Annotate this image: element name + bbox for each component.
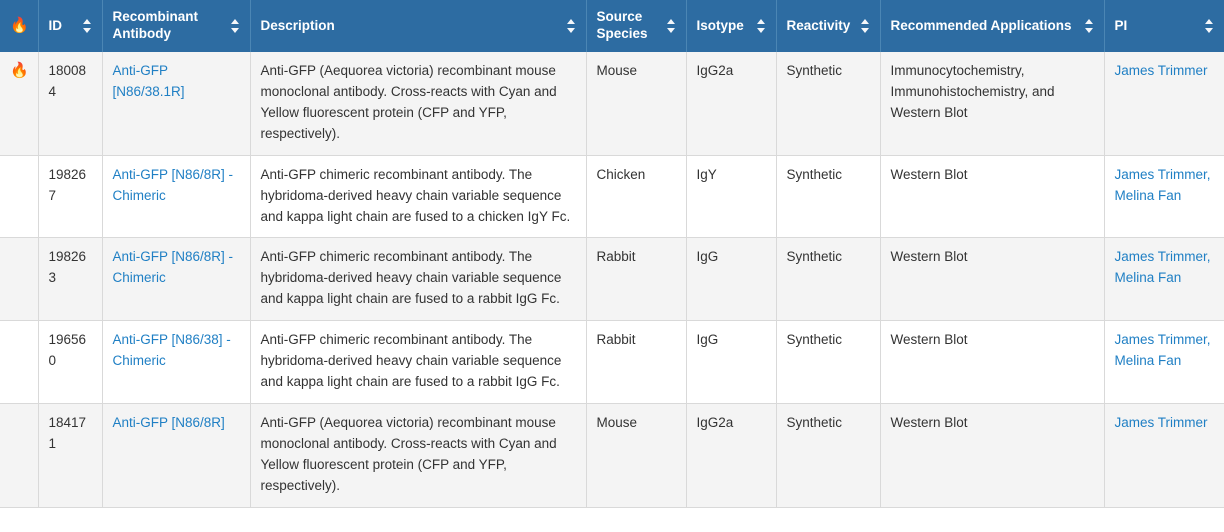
column-header-reactivity-label: Reactivity [786, 17, 851, 33]
sort-arrows-icon[interactable] [757, 19, 766, 33]
row-pi [1104, 403, 1224, 507]
sort-arrows-icon[interactable] [1085, 19, 1094, 33]
row-pi [1104, 238, 1224, 321]
pi-link[interactable]: James Trimmer, Melina Fan [1114, 249, 1211, 286]
antibody-link[interactable]: Anti-GFP [N86/8R] - Chimeric [112, 249, 234, 286]
row-antibody [102, 238, 250, 321]
row-applications: Immunocytochemistry, Immunohistochemistry, and Western Blot [880, 52, 1104, 155]
row-source-species: Mouse [586, 403, 686, 507]
column-header-pi-label: PI [1114, 17, 1128, 33]
row-reactivity: Synthetic [776, 321, 880, 404]
row-isotype: IgG2a [686, 52, 776, 155]
column-header-reactivity[interactable] [776, 0, 880, 52]
column-header-antibody[interactable] [102, 0, 250, 52]
row-pi [1104, 321, 1224, 404]
row-flame-cell [0, 52, 38, 155]
row-reactivity: Synthetic [776, 403, 880, 507]
column-header-description-label: Description [260, 17, 335, 33]
row-applications: Western Blot [880, 321, 1104, 404]
table-body [0, 52, 1224, 507]
column-header-source-species[interactable] [586, 0, 686, 52]
pi-link[interactable]: James Trimmer, Melina Fan [1114, 166, 1211, 203]
column-header-id-label: ID [48, 17, 62, 33]
row-id: 180084 [38, 52, 102, 155]
row-id: 198267 [38, 155, 102, 238]
row-reactivity: Synthetic [776, 238, 880, 321]
flame-icon: 🔥 [10, 62, 29, 79]
column-header-source-species-label: Source Species [596, 9, 648, 41]
table-row [0, 321, 1224, 404]
table-row [0, 155, 1224, 238]
row-pi [1104, 52, 1224, 155]
row-flame-cell [0, 321, 38, 404]
row-flame-cell [0, 238, 38, 321]
row-description: Anti-GFP chimeric recombinant antibody. The hybridoma-derived heavy chain variable sequence and kappa light chain are fused to a chicken IgY Fc. [250, 155, 586, 238]
column-header-antibody-label: Recombinant Antibody [112, 9, 199, 41]
row-reactivity: Synthetic [776, 155, 880, 238]
row-antibody [102, 403, 250, 507]
sort-arrows-icon[interactable] [231, 19, 240, 33]
antibody-link[interactable]: Anti-GFP [N86/38.1R] [112, 63, 185, 99]
column-header-description[interactable] [250, 0, 586, 52]
table-header-row [0, 0, 1224, 52]
row-isotype: IgG [686, 238, 776, 321]
row-flame-cell [0, 403, 38, 507]
row-isotype: IgY [686, 155, 776, 238]
row-description: Anti-GFP chimeric recombinant antibody. The hybridoma-derived heavy chain variable sequence and kappa light chain are fused to a rabbit IgG Fc. [250, 321, 586, 404]
flame-icon: 🔥 [10, 16, 29, 34]
row-applications: Western Blot [880, 238, 1104, 321]
row-id: 198263 [38, 238, 102, 321]
row-description: Anti-GFP (Aequorea victoria) recombinant mouse monoclonal antibody. Cross-reacts with Cyan and Yellow fluorescent protein (CFP and YFP, respectively). [250, 403, 586, 507]
antibody-link[interactable]: Anti-GFP [N86/38] - Chimeric [112, 332, 231, 369]
pi-link[interactable]: James Trimmer [1114, 63, 1208, 78]
row-reactivity: Synthetic [776, 52, 880, 155]
row-description: Anti-GFP chimeric recombinant antibody. The hybridoma-derived heavy chain variable sequence and kappa light chain are fused to a rabbit IgG Fc. [250, 238, 586, 321]
antibody-link[interactable]: Anti-GFP [N86/8R] [112, 414, 225, 430]
sort-arrows-icon[interactable] [83, 19, 92, 33]
row-description: Anti-GFP (Aequorea victoria) recombinant mouse monoclonal antibody. Cross-reacts with Cyan and Yellow fluorescent protein (CFP and YFP, respectively). [250, 52, 586, 155]
pi-link[interactable]: James Trimmer [1114, 414, 1208, 430]
table-row [0, 238, 1224, 321]
row-source-species: Chicken [586, 155, 686, 238]
row-applications: Western Blot [880, 403, 1104, 507]
column-header-isotype[interactable] [686, 0, 776, 52]
sort-arrows-icon[interactable] [1205, 19, 1214, 33]
row-id: 196560 [38, 321, 102, 404]
row-flame-cell [0, 155, 38, 238]
row-applications: Western Blot [880, 155, 1104, 238]
column-header-pi[interactable] [1104, 0, 1224, 52]
table-row [0, 52, 1224, 155]
pi-link[interactable]: James Trimmer, Melina Fan [1114, 332, 1211, 369]
row-isotype: IgG [686, 321, 776, 404]
sort-arrows-icon[interactable] [667, 19, 676, 33]
row-antibody [102, 321, 250, 404]
column-header-applications[interactable] [880, 0, 1104, 52]
table-header [0, 0, 1224, 52]
row-pi [1104, 155, 1224, 238]
column-header-isotype-label: Isotype [696, 17, 744, 33]
row-source-species: Rabbit [586, 321, 686, 404]
row-antibody [102, 52, 250, 155]
antibody-link[interactable]: Anti-GFP [N86/8R] - Chimeric [112, 166, 234, 203]
table-row [0, 403, 1224, 507]
column-header-id[interactable] [38, 0, 102, 52]
row-id: 184171 [38, 403, 102, 507]
sort-arrows-icon[interactable] [861, 19, 870, 33]
column-header-flame [0, 0, 38, 52]
row-isotype: IgG2a [686, 403, 776, 507]
row-antibody [102, 155, 250, 238]
sort-arrows-icon[interactable] [567, 19, 576, 33]
column-header-applications-label: Recommended Applications [890, 17, 1072, 33]
row-source-species: Rabbit [586, 238, 686, 321]
row-source-species: Mouse [586, 52, 686, 155]
